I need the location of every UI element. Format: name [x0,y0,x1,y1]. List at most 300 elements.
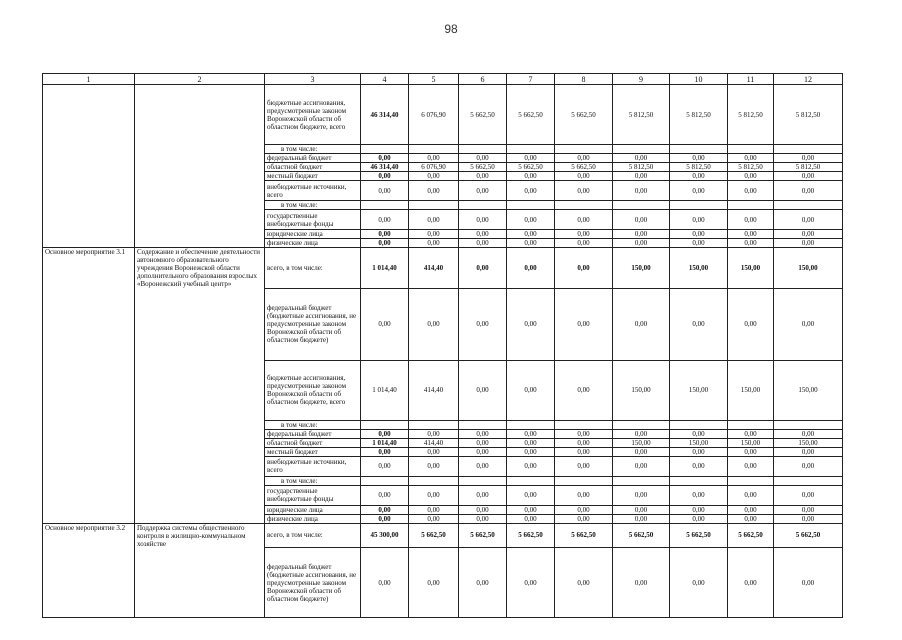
activity-description-cell [135,485,265,505]
table-row [43,201,843,210]
table-row [43,172,843,181]
year-value-cell: 0,00 [670,230,728,239]
year-value-cell: 0,00 [613,456,670,476]
year-value-cell: 5 662,50 [507,163,555,172]
total-cell [361,145,409,154]
year-value-cell: 0,00 [774,239,843,248]
table-row [43,447,843,456]
total-cell: 0,00 [361,548,409,618]
activity-description-cell [135,145,265,154]
year-value-cell: 5 662,50 [670,523,728,548]
year-value-cell: 0,00 [613,210,670,230]
year-value-cell: 0,00 [459,181,507,201]
funding-source-label: юридические лица [265,230,361,239]
funding-source-label: федеральный бюджет (бюджетные ассигнования, не предусмотренные законом Воронежской области об областном бюджете) [265,288,361,360]
activity-description-cell [135,514,265,523]
year-value-cell: 0,00 [409,548,459,618]
year-value-cell: 0,00 [670,172,728,181]
activity-description-cell [135,548,265,618]
table-row [43,429,843,438]
year-value-cell: 0,00 [507,230,555,239]
activity-name-cell [43,172,135,181]
year-value-cell: 0,00 [555,505,613,514]
year-value-cell: 0,00 [409,210,459,230]
total-cell: 0,00 [361,485,409,505]
year-value-cell [728,145,774,154]
year-value-cell: 0,00 [409,429,459,438]
year-value-cell: 5 662,50 [507,85,555,145]
total-cell: 0,00 [361,154,409,163]
table-row [43,288,843,360]
year-value-cell: 0,00 [409,505,459,514]
funding-source-label: внебюджетные источники, всего [265,456,361,476]
year-value-cell: 0,00 [613,181,670,201]
year-value-cell: 0,00 [774,485,843,505]
year-value-cell [459,476,507,485]
activity-name-cell [43,145,135,154]
year-value-cell [459,145,507,154]
year-value-cell: 150,00 [728,248,774,289]
total-cell: 0,00 [361,210,409,230]
table-row [43,548,843,618]
year-value-cell: 5 662,50 [774,523,843,548]
year-value-cell: 150,00 [728,438,774,447]
funding-source-label: областной бюджет [265,163,361,172]
year-value-cell [507,145,555,154]
year-value-cell [613,145,670,154]
year-value-cell: 0,00 [728,548,774,618]
activity-name-cell [43,476,135,485]
table-row [43,485,843,505]
year-value-cell: 0,00 [670,288,728,360]
year-value-cell: 0,00 [555,438,613,447]
year-value-cell [774,420,843,429]
year-value-cell: 0,00 [774,514,843,523]
year-value-cell [409,476,459,485]
year-value-cell [774,145,843,154]
year-value-cell: 0,00 [774,154,843,163]
year-value-cell: 0,00 [613,447,670,456]
funding-source-label: областной бюджет [265,438,361,447]
year-value-cell: 0,00 [507,154,555,163]
year-value-cell: 6 076,90 [409,163,459,172]
year-value-cell: 0,00 [507,288,555,360]
activity-name-cell [43,85,135,145]
year-value-cell: 0,00 [613,505,670,514]
year-value-cell: 0,00 [507,210,555,230]
total-cell: 0,00 [361,514,409,523]
activity-description-cell [135,447,265,456]
activity-description-cell [135,438,265,447]
funding-source-label: в том числе: [265,420,361,429]
table-row [43,154,843,163]
total-cell: 46 314,40 [361,163,409,172]
total-cell: 0,00 [361,447,409,456]
activity-name-cell [43,420,135,429]
funding-source-label: физические лица [265,239,361,248]
year-value-cell: 0,00 [459,248,507,289]
year-value-cell: 0,00 [774,456,843,476]
funding-source-label: бюджетные ассигнования, предусмотренные законом Воронежской области об областном бюджете, всего [265,85,361,145]
year-value-cell [670,420,728,429]
year-value-cell: 0,00 [555,447,613,456]
year-value-cell: 0,00 [728,447,774,456]
year-value-cell: 0,00 [409,447,459,456]
funding-source-label: федеральный бюджет [265,154,361,163]
year-value-cell: 0,00 [613,485,670,505]
year-value-cell: 0,00 [555,429,613,438]
total-cell: 46 314,40 [361,85,409,145]
year-value-cell: 0,00 [728,230,774,239]
year-value-cell: 0,00 [670,456,728,476]
year-value-cell: 5 662,50 [555,163,613,172]
year-value-cell: 0,00 [459,438,507,447]
year-value-cell [613,201,670,210]
year-value-cell: 0,00 [728,456,774,476]
year-value-cell: 150,00 [613,360,670,420]
year-value-cell: 0,00 [774,210,843,230]
table-row [43,163,843,172]
year-value-cell: 0,00 [728,239,774,248]
year-value-cell [507,476,555,485]
activity-description-cell [135,420,265,429]
year-value-cell: 0,00 [459,172,507,181]
year-value-cell: 0,00 [507,548,555,618]
year-value-cell: 0,00 [459,429,507,438]
year-value-cell: 0,00 [555,210,613,230]
year-value-cell: 5 662,50 [728,523,774,548]
year-value-cell: 6 076,90 [409,85,459,145]
activity-description-cell [135,201,265,210]
year-value-cell: 5 812,50 [728,85,774,145]
year-value-cell: 0,00 [507,248,555,289]
year-value-cell: 0,00 [670,429,728,438]
year-value-cell: 5 812,50 [728,163,774,172]
total-cell [361,476,409,485]
year-value-cell: 0,00 [409,288,459,360]
year-value-cell [670,476,728,485]
activity-name-cell [43,505,135,514]
year-value-cell: 0,00 [728,485,774,505]
year-value-cell: 0,00 [613,288,670,360]
year-value-cell [555,420,613,429]
year-value-cell: 0,00 [728,288,774,360]
activity-name-cell [43,230,135,239]
activity-name-cell [43,360,135,420]
year-value-cell: 0,00 [507,181,555,201]
year-value-cell: 0,00 [459,230,507,239]
funding-source-label: федеральный бюджет (бюджетные ассигнования, не предусмотренные законом Воронежской области об областном бюджете) [265,548,361,618]
funding-source-label: внебюджетные источники, всего [265,181,361,201]
year-value-cell: 0,00 [670,239,728,248]
year-value-cell: 5 812,50 [774,85,843,145]
table-row [43,85,843,145]
activity-name-cell [43,154,135,163]
year-value-cell: 150,00 [670,438,728,447]
year-value-cell: 5 662,50 [459,523,507,548]
year-value-cell [555,201,613,210]
year-value-cell: 5 812,50 [613,85,670,145]
activity-name-cell: Основное мероприятие 3.1 [43,248,135,289]
col-header: 9 [613,74,670,85]
col-header: 4 [361,74,409,85]
year-value-cell [670,201,728,210]
table-row [43,239,843,248]
year-value-cell: 414,40 [409,438,459,447]
year-value-cell: 0,00 [507,456,555,476]
year-value-cell: 0,00 [459,154,507,163]
year-value-cell: 0,00 [728,181,774,201]
table-row [43,360,843,420]
year-value-cell: 0,00 [728,210,774,230]
year-value-cell: 150,00 [774,248,843,289]
table-row [43,505,843,514]
year-value-cell: 0,00 [459,210,507,230]
activity-name-cell [43,239,135,248]
total-cell: 0,00 [361,456,409,476]
table-row [43,230,843,239]
table-row [43,438,843,447]
year-value-cell [774,201,843,210]
activity-description-cell [135,210,265,230]
year-value-cell: 0,00 [728,429,774,438]
year-value-cell [459,201,507,210]
activity-name-cell: Основное мероприятие 3.2 [43,523,135,548]
total-cell: 0,00 [361,172,409,181]
activity-description-cell [135,476,265,485]
year-value-cell: 0,00 [409,154,459,163]
activity-description-cell [135,181,265,201]
year-value-cell [774,476,843,485]
year-value-cell: 0,00 [555,514,613,523]
year-value-cell: 5 812,50 [670,85,728,145]
year-value-cell: 0,00 [409,456,459,476]
year-value-cell: 150,00 [670,360,728,420]
table-row [43,476,843,485]
table-row [43,181,843,201]
year-value-cell: 0,00 [613,172,670,181]
year-value-cell: 0,00 [728,514,774,523]
year-value-cell: 150,00 [774,360,843,420]
year-value-cell: 0,00 [507,360,555,420]
year-value-cell: 5 662,50 [409,523,459,548]
year-value-cell: 0,00 [459,456,507,476]
budget-table [42,73,843,618]
year-value-cell: 0,00 [555,239,613,248]
year-value-cell: 0,00 [409,230,459,239]
funding-source-label: всего, в том числе: [265,248,361,289]
activity-description-cell [135,288,265,360]
year-value-cell: 0,00 [555,248,613,289]
funding-source-label: местный бюджет [265,172,361,181]
activity-name-cell [43,181,135,201]
funding-source-label: бюджетные ассигнования, предусмотренные законом Воронежской области об областном бюджете, всего [265,360,361,420]
year-value-cell: 0,00 [613,239,670,248]
funding-source-label: государственные внебюджетные фонды [265,485,361,505]
year-value-cell [555,476,613,485]
funding-source-label: в том числе: [265,201,361,210]
year-value-cell: 0,00 [555,230,613,239]
table-row [43,210,843,230]
activity-description-cell [135,172,265,181]
year-value-cell: 0,00 [507,514,555,523]
activity-description-cell [135,239,265,248]
total-cell: 0,00 [361,230,409,239]
year-value-cell: 5 812,50 [670,163,728,172]
year-value-cell: 0,00 [459,548,507,618]
col-header: 5 [409,74,459,85]
year-value-cell: 150,00 [774,438,843,447]
year-value-cell: 0,00 [555,181,613,201]
activity-name-cell [43,447,135,456]
page-number: 98 [444,22,458,36]
year-value-cell: 0,00 [459,360,507,420]
year-value-cell: 0,00 [507,438,555,447]
year-value-cell: 0,00 [555,456,613,476]
year-value-cell: 0,00 [774,505,843,514]
year-value-cell: 0,00 [459,505,507,514]
activity-description-cell [135,154,265,163]
col-header: 1 [43,74,135,85]
activity-name-cell [43,438,135,447]
year-value-cell [670,145,728,154]
col-header: 12 [774,74,843,85]
year-value-cell: 0,00 [670,447,728,456]
activity-description-cell [135,505,265,514]
year-value-cell: 5 812,50 [613,163,670,172]
total-cell [361,420,409,429]
funding-source-label: федеральный бюджет [265,429,361,438]
year-value-cell [459,420,507,429]
year-value-cell: 0,00 [459,239,507,248]
activity-name-cell [43,163,135,172]
year-value-cell [555,145,613,154]
total-cell: 0,00 [361,181,409,201]
activity-description-cell [135,163,265,172]
total-cell: 0,00 [361,505,409,514]
year-value-cell: 0,00 [459,447,507,456]
year-value-cell: 5 812,50 [774,163,843,172]
col-header: 11 [728,74,774,85]
year-value-cell: 0,00 [613,230,670,239]
year-value-cell: 5 662,50 [555,523,613,548]
funding-source-label: государственные внебюджетные фонды [265,210,361,230]
year-value-cell [409,145,459,154]
year-value-cell [409,420,459,429]
total-cell: 45 300,00 [361,523,409,548]
table-row [43,456,843,476]
funding-source-label: всего, в том числе: [265,523,361,548]
year-value-cell: 150,00 [613,438,670,447]
total-cell: 0,00 [361,429,409,438]
funding-source-label: в том числе: [265,476,361,485]
year-value-cell: 0,00 [670,548,728,618]
year-value-cell: 150,00 [613,248,670,289]
total-cell: 1 014,40 [361,248,409,289]
activity-name-cell [43,288,135,360]
table-row [43,145,843,154]
activity-name-cell [43,485,135,505]
year-value-cell: 0,00 [555,548,613,618]
year-value-cell [728,476,774,485]
year-value-cell: 0,00 [774,447,843,456]
year-value-cell: 0,00 [774,230,843,239]
year-value-cell: 414,40 [409,360,459,420]
year-value-cell: 0,00 [459,514,507,523]
activity-name-cell [43,429,135,438]
year-value-cell: 0,00 [459,288,507,360]
activity-description-cell [135,230,265,239]
year-value-cell: 0,00 [507,429,555,438]
year-value-cell: 0,00 [507,172,555,181]
year-value-cell: 0,00 [670,210,728,230]
year-value-cell: 5 662,50 [555,85,613,145]
year-value-cell: 0,00 [507,239,555,248]
table-row [43,248,843,289]
year-value-cell: 0,00 [409,181,459,201]
year-value-cell: 150,00 [670,248,728,289]
year-value-cell: 5 662,50 [613,523,670,548]
year-value-cell [613,420,670,429]
table-row [43,514,843,523]
year-value-cell: 0,00 [507,447,555,456]
activity-description-cell: Содержание и обеспечение деятельности автономного образовательного учреждения Воронежской области дополнительного образования взрослых «Воронежский учебный центр» [135,248,265,289]
activity-name-cell [43,456,135,476]
total-cell: 0,00 [361,239,409,248]
col-header: 8 [555,74,613,85]
year-value-cell: 414,40 [409,248,459,289]
year-value-cell: 0,00 [670,505,728,514]
table-row [43,523,843,548]
table-row [43,420,843,429]
year-value-cell: 0,00 [728,154,774,163]
col-header: 7 [507,74,555,85]
year-value-cell: 0,00 [728,505,774,514]
year-value-cell: 0,00 [409,172,459,181]
total-cell: 1 014,40 [361,360,409,420]
total-cell: 0,00 [361,288,409,360]
year-value-cell: 0,00 [507,485,555,505]
col-header: 3 [265,74,361,85]
year-value-cell: 5 662,50 [459,163,507,172]
year-value-cell: 5 662,50 [507,523,555,548]
year-value-cell: 5 662,50 [459,85,507,145]
activity-name-cell [43,514,135,523]
total-cell: 1 014,40 [361,438,409,447]
activity-name-cell [43,201,135,210]
year-value-cell [728,201,774,210]
year-value-cell: 150,00 [728,360,774,420]
year-value-cell: 0,00 [459,485,507,505]
activity-description-cell [135,429,265,438]
year-value-cell [728,420,774,429]
year-value-cell: 0,00 [555,360,613,420]
year-value-cell: 0,00 [409,239,459,248]
year-value-cell [409,201,459,210]
funding-source-label: физические лица [265,514,361,523]
year-value-cell: 0,00 [670,154,728,163]
year-value-cell: 0,00 [774,288,843,360]
activity-description-cell [135,85,265,145]
year-value-cell: 0,00 [670,485,728,505]
year-value-cell: 0,00 [409,514,459,523]
year-value-cell: 0,00 [613,154,670,163]
year-value-cell [507,420,555,429]
year-value-cell: 0,00 [613,429,670,438]
header-row [43,74,843,85]
year-value-cell: 0,00 [774,429,843,438]
total-cell [361,201,409,210]
